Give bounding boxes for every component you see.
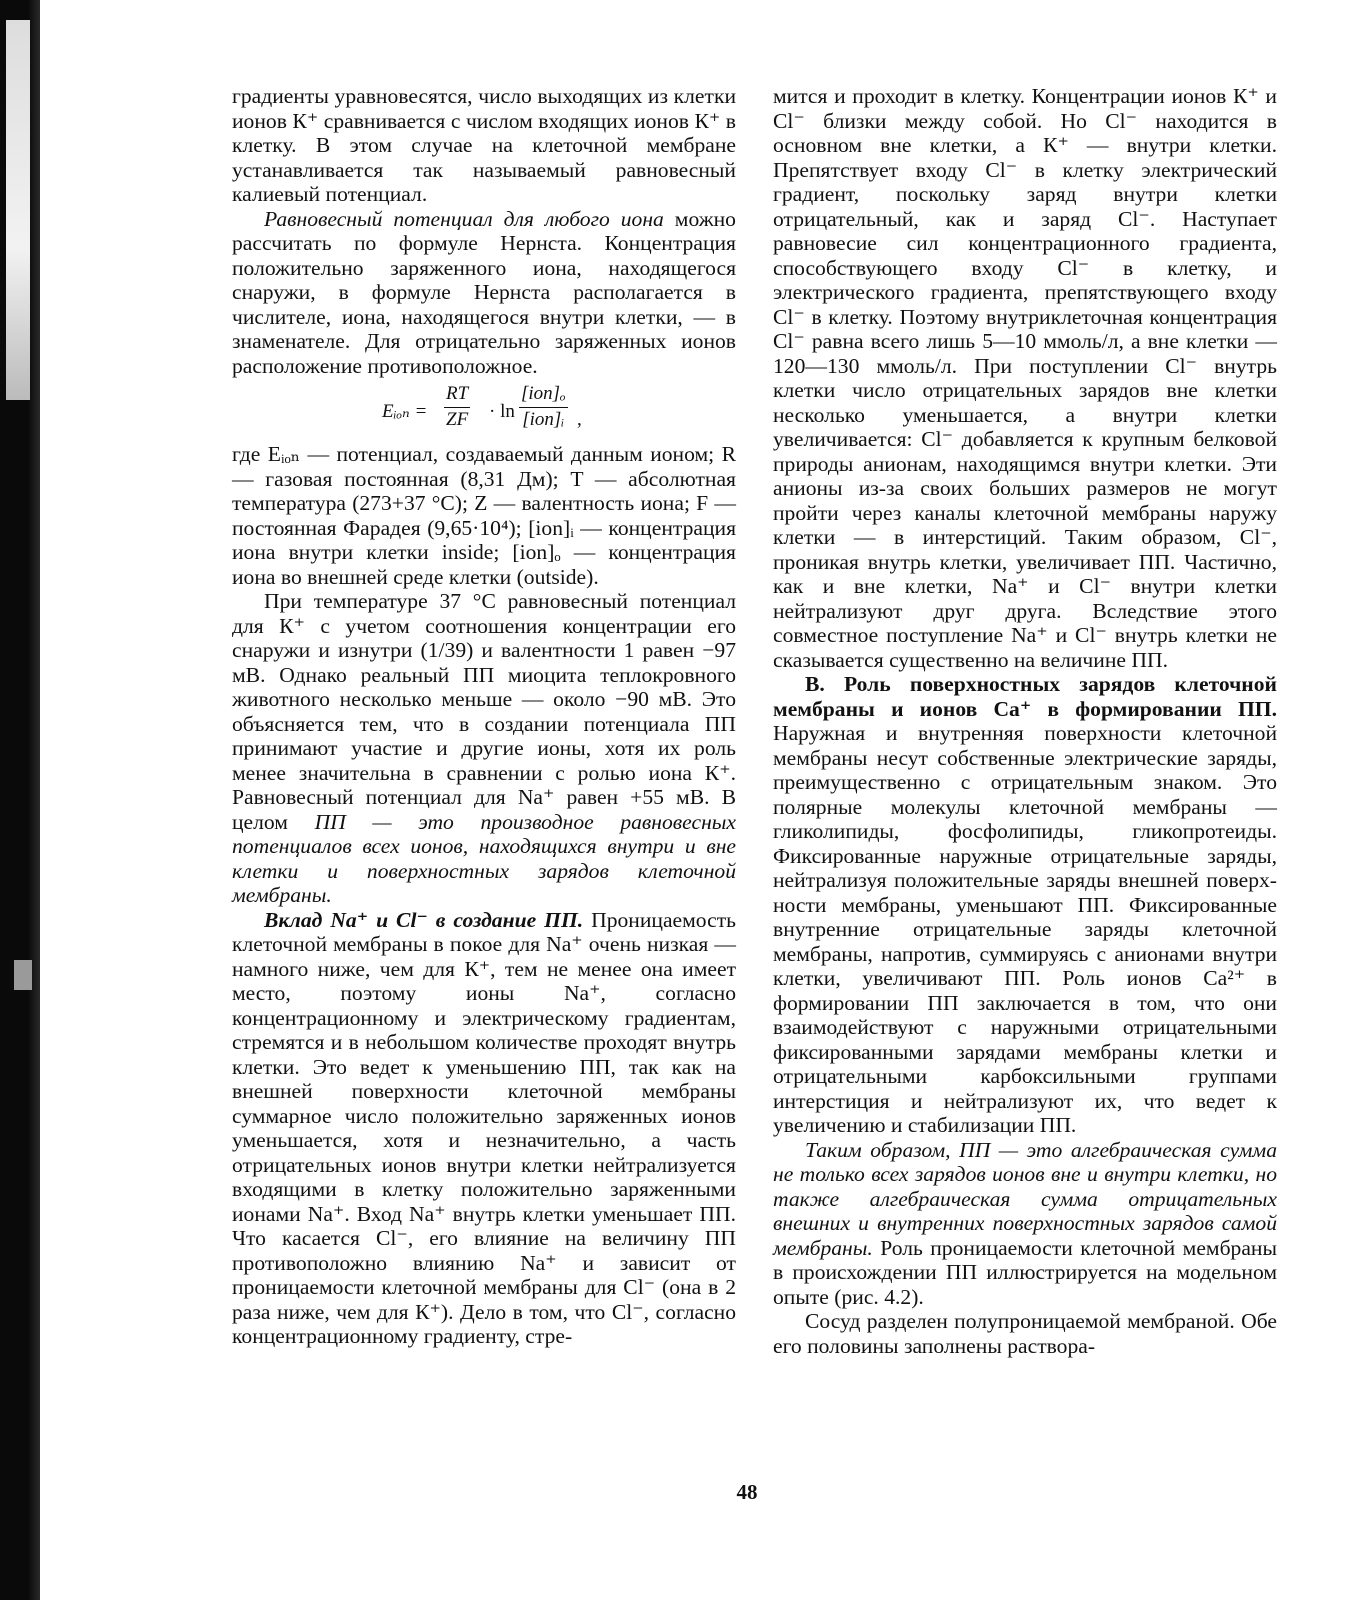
formula-lhs: Eᵢₒₙ = xyxy=(382,401,428,422)
italic-conclusion: ПП — это производное равновесных потенциалов всех ионов, находящихся внутри и вне клетки и поверхностных зарядов клеточной мембраны. xyxy=(232,809,736,907)
formula-numerator: RT xyxy=(444,382,470,408)
scan-edge xyxy=(0,0,40,1600)
section-heading: В. Роль поверхностных зарядов клеточной мембраны и ионов Са⁺ в формировании ПП. xyxy=(773,672,1277,721)
paragraph xyxy=(773,1138,1277,1310)
paragraph: градиенты уравновесятся, число выходящих из клетки ионов К⁺ сравнивается с числом входящих ионов К⁺ в клетку. В этом случае на клеточной мембране устанавливается так называемый равновесный калиевый потенциал. xyxy=(232,84,736,206)
left-column xyxy=(232,84,736,1349)
paragraph xyxy=(773,672,1277,1138)
paragraph xyxy=(232,589,736,908)
paragraph xyxy=(232,207,736,379)
formula-fraction-rt-zf xyxy=(444,382,470,432)
italic-term: Равновесный потенциал для любого иона xyxy=(264,206,664,231)
paragraph-text: можно рассчитать по формуле Нернста. Концентрация положительно заряженного иона, находящегося снаружи, в формуле Нернста располагается в числителе, иона, находящегося внутри клетки, — в знаменателе. Для отрицательно заряженных ионов расположение противоположное. xyxy=(232,206,736,378)
paragraph-text: Роль проницаемости клеточной мембраны в происхождении ПП иллюстрируется на модельном опыте (рис. 4.2). xyxy=(773,1235,1277,1309)
scan-edge-mark xyxy=(14,960,32,990)
formula-denominator: [ion]ᵢ xyxy=(522,408,565,430)
paragraph: мится и проходит в клетку. Концентрации ионов К⁺ и Cl⁻ близки между собой. Но Cl⁻ находится в основном вне клетки, а К⁺ — внутри клетки. Препятствует входу Cl⁻ в клетку электрический градиент, поскольку заряд внутри клетки отрицательный, как и заряд Cl⁻. Наступает равновесие сил концентрационного градиента, способствующего входу Cl⁻ в клетку, и электрического градиента, препятствующего входу Cl⁻ в клетку. Поэтому внутриклеточная концентрация Cl⁻ равна всего лишь 5—10 ммоль/л, а вне клетки — 120—130 ммоль/л. При поступлении Cl⁻ внутрь клетки число отрицательных зарядов вне клетки несколько уменьшается, а внутри клетки увеличивается: Cl⁻ добавляется к крупным белковой природы анионам, находящимся внутри клетки. Эти анионы из-за своих больших размеров не могут пройти через каналы клеточной мембраны наружу клетки — в интерстиций. Таким образом, Cl⁻, проникая внутрь клетки, увеличивает ПП. Частично, как и вне клетки, Na⁺ и Cl⁻ внутри клетки нейтрализуют друг друга. Вследствие этого совместное поступление Na⁺ и Cl⁻ внутрь клетки не сказывается существенно на величине ПП. xyxy=(773,84,1277,672)
paragraph-text: Проницаемость клеточной мембраны в покое для Na⁺ очень низкая — намного ниже, чем для К⁺, тем не менее она имеет место, поэтому ионы Na⁺, согласно концентрационному и электрическому градиентам, стремятся и в небольшом количестве проходят внутрь клетки. Это ведет к уменьшению ПП, так как на внешней поверхности клеточной мембраны суммарное число положительно заряженных ионов уменьшается, хотя и незначительно, а часть отрицательных ионов внутри клетки нейтрализуется входящими в клетку положительно заряженными ионами Na⁺. Вход Na⁺ внутрь клетки уменьшает ПП. Что касается Cl⁻, его влияние на величину ПП противоположно влиянию Na⁺ и зависит от проницаемости клеточной мембраны для Cl⁻ (она в 2 раза ниже, чем для К⁺). Дело в том, что Cl⁻, согласно концентрационному градиенту, стре- xyxy=(232,907,736,1348)
formula-numerator: [ion]ₒ xyxy=(519,382,568,408)
paragraph-text: Наружная и внутренняя поверхности клеточной мембраны несут собственные электрические заряды, преимущественно с отрицательным знаком. Это полярные молекулы клеточной мембраны — гликолипиды, фосфолипиды, гликопротеиды. Фиксированные наружные отрицательные заряды, нейтрализуя положительные заряды внешней поверхности мембраны, уменьшают ПП. Фиксированные внутренние отрицательные заряды клеточной мембраны, напротив, суммируясь с анионами внутри клетки, увеличивают ПП. Роль ионов Са²⁺ в формировании ПП заключается в том, что они взаимодействуют с наружными отрицательными фиксированными зарядами мембраны клетки и отрицательными карбоксильными группами интерстиция и нейтрализуют их, что ведет к увеличению и стабилизации ПП. xyxy=(773,721,1277,1137)
italic-conclusion: Таким образом, ПП — это алгебраическая сумма не только всех зарядов ионов вне и внутри клетки, но также алгебраическая сумма отрицательных внешних и внутренних поверхностных зарядов самой мембраны. xyxy=(773,1137,1277,1260)
nernst-formula xyxy=(232,382,736,440)
paragraph-text: При температуре 37 °С равновесный потенциал для К⁺ с учетом соотношения концентрации его снаружи и изнутри (1/39) и валентности 1 равен −97 мВ. Однако реальный ПП миоцита теплокровного животного несколько меньше — около −90 мВ. Это объясняется тем, что в создании потенциала ПП принимают участие и другие ионы, хотя их роль менее значительна в сравнении с ролью иона К⁺. Равновесный потенциал для Na⁺ равен +55 мВ. В целом xyxy=(232,589,736,834)
paragraph xyxy=(232,908,736,1349)
paragraph: Сосуд разделен полупроницаемой мембраной. Обе его половины заполнены раствора- xyxy=(773,1309,1277,1358)
right-column xyxy=(773,84,1277,1358)
formula-ln: · ln xyxy=(489,401,515,422)
formula-denominator: ZF xyxy=(446,408,469,430)
formula-fraction-ion xyxy=(519,382,568,432)
page-number: 48 xyxy=(736,1480,758,1504)
section-heading: Вклад Na⁺ и Cl⁻ в создание ПП. xyxy=(264,907,584,932)
scan-edge-highlight xyxy=(6,20,30,400)
paragraph: где Eᵢₒₙ — потенциал, создаваемый данным ионом; R — газовая постоянная (8,31 Дм); T — абсолютная температура (273+37 °С); Z — валентность иона; F — постоянная Фарадея (9,65·10⁴); [ion]ᵢ — концентрация иона внутри клетки inside; [ion]ₒ — концентрация иона во внешней среде клетки (outside). xyxy=(232,442,736,589)
formula-comma: , xyxy=(577,409,582,430)
